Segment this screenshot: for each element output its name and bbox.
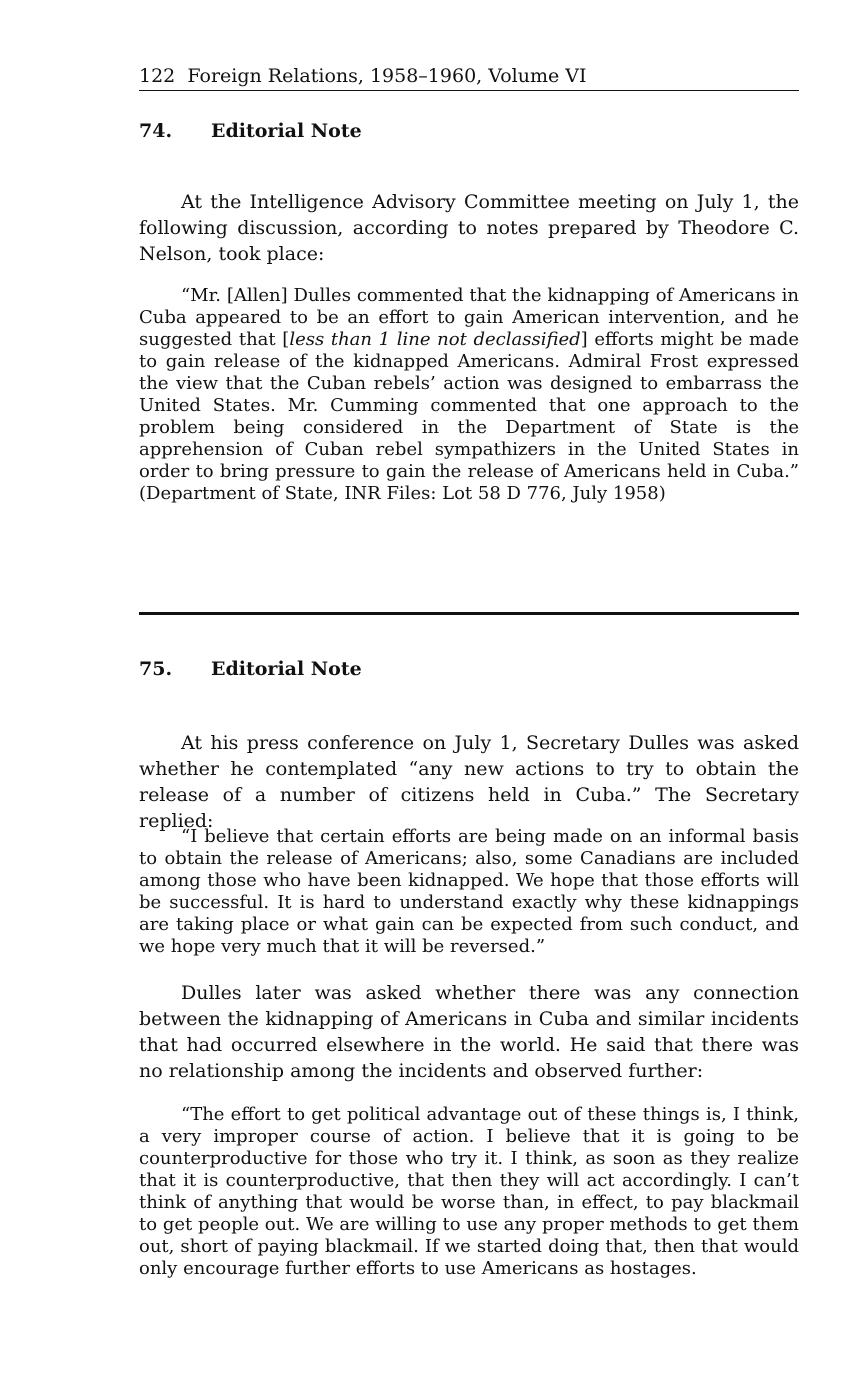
note-74-quote-end: ] efforts might be made to gain release of the kidnapped Americans. Admiral Frost expressed the view that the Cuban rebels’ action was designed to embarrass the United States. Mr. Cumming commented that one approach to the problem being considered in the Department of State is the apprehension of Cuban rebel sympathizers in the United States in order to bring pressure to gain the release of Americans held in Cuba.” (Department of State, INR Files: Lot 58 D 776, July 1958) <box>139 329 799 504</box>
note-74-intro: At the Intelligence Advisory Committee meeting on July 1, the following discussion, according to notes prepared by Theodore C. Nelson, took place: <box>139 191 799 265</box>
note-75-quote-1: “I believe that certain efforts are being made on an informal basis to obtain the release of Americans; also, some Canadians are included among those who have been kidnapped. We hope that those efforts will be successful. It is hard to understand exactly why these kidnappings are taking place or what gain can be expected from such conduct, and we hope very much that it will be reversed.” <box>139 826 799 957</box>
page-number: 122 <box>139 65 176 87</box>
note-74-quote <box>139 285 799 505</box>
note-75-number: 75. <box>139 658 173 680</box>
header-rule <box>139 90 799 91</box>
volume-title: Foreign Relations, 1958–1960, Volume VI <box>187 65 587 87</box>
note-75-title: Editorial Note <box>211 658 362 680</box>
note-75-heading <box>139 657 362 681</box>
section-divider <box>139 612 799 615</box>
note-74-quote-start: “Mr. [Allen] Dulles commented that the kidnapping of Americans in Cuba appeared to be an effort to gain American intervention, and he suggested that [ <box>139 285 799 350</box>
note-74-heading <box>139 119 362 143</box>
note-74-title: Editorial Note <box>211 120 362 142</box>
note-75-quote-2: “The effort to get political advantage out of these things is, I think, a very improper course of action. I believe that it is going to be counterproductive for those who try it. I think, as soon as they realize that it is counterproductive, that then they will act accordingly. I can’t think of anything that would be worse than, in effect, to pay blackmail to get people out. We are willing to use any proper methods to get them out, short of paying blackmail. If we started doing that, then that would only encourage further efforts to use Americans as hostages. <box>139 1104 799 1279</box>
note-75-intro: At his press conference on July 1, Secretary Dulles was asked whether he contemplated “any new actions to try to obtain the release of a number of citizens held in Cuba.” The Secretary replied: <box>139 732 799 832</box>
note-74-number: 74. <box>139 120 173 142</box>
note-74-quote-redaction: less than 1 line not declassified <box>289 329 581 350</box>
document-page <box>139 0 799 1380</box>
running-head <box>139 64 799 88</box>
note-75-paragraph-2: Dulles later was asked whether there was any connection between the kidnapping of Americans in Cuba and similar incidents that had occurred elsewhere in the world. He said that there was no relationship among the incidents and observed further: <box>139 982 799 1082</box>
